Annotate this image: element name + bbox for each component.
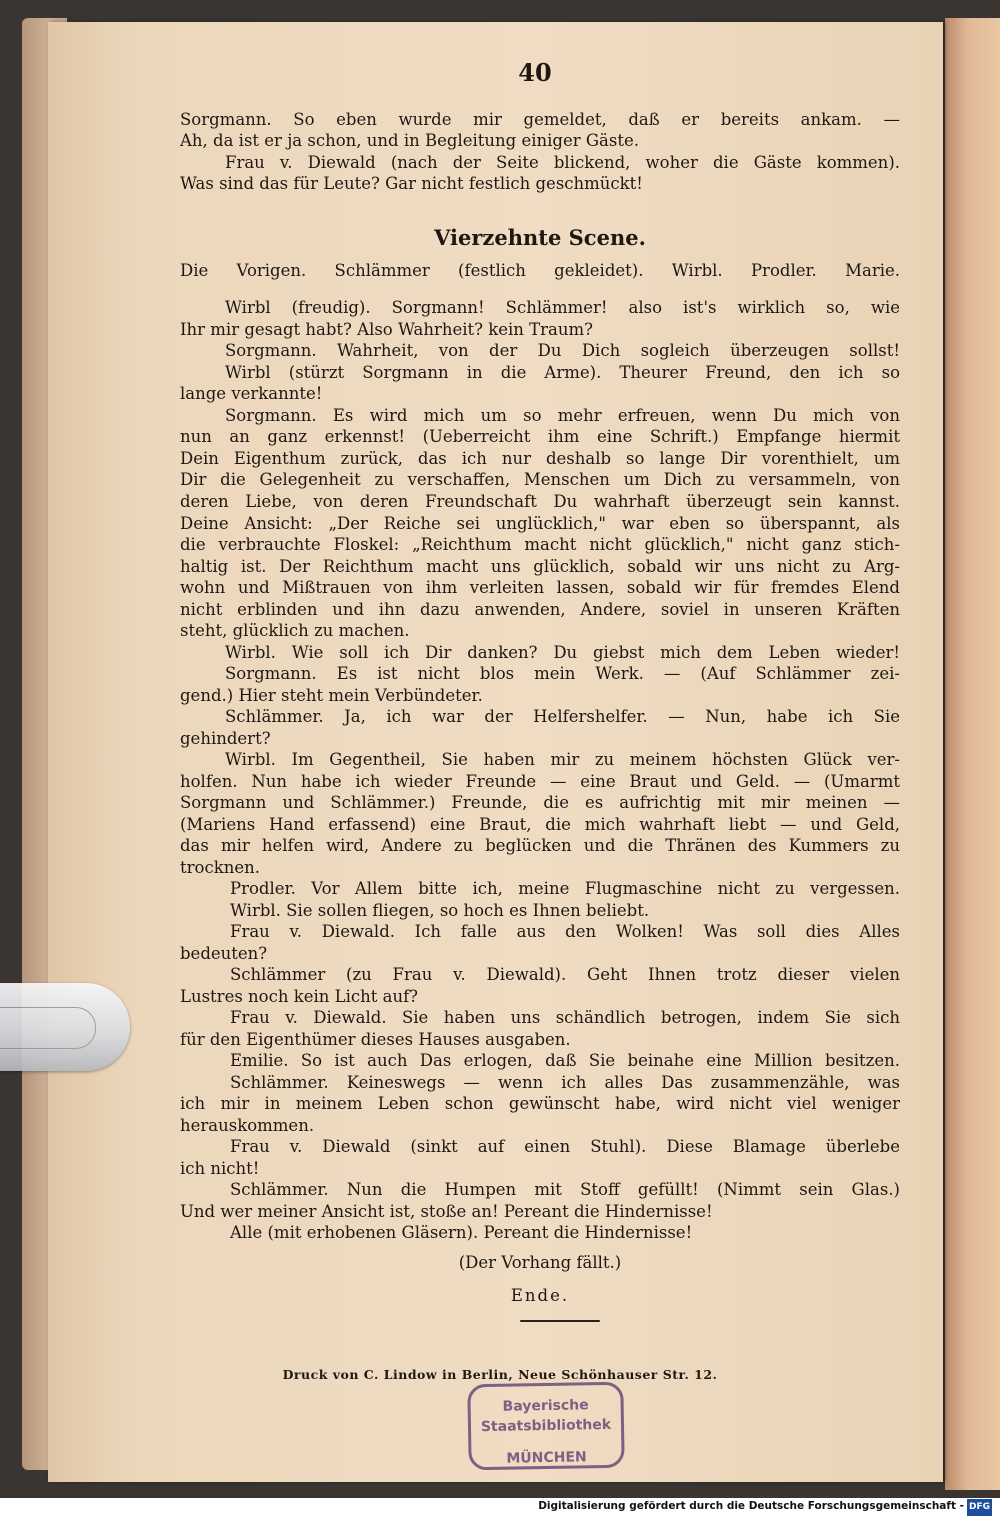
- text-line: wohn und Mißtrauen von ihm verleiten lassen, sobald wir für fremdes Elend: [180, 578, 900, 597]
- text-line: Deine Ansicht: „Der Reiche sei unglücklich," war eben so überspannt, als: [180, 514, 900, 533]
- text-line: für den Eigenthümer dieses Hauses ausgaben.: [180, 1030, 571, 1049]
- text-line: Wirbl. Im Gegentheil, Sie haben mir zu meinem höchsten Glück ver-: [225, 750, 900, 769]
- text-line: nicht erblinden und ihn dazu anwenden, Andere, soviel in unseren Kräften: [180, 600, 900, 619]
- text-line: Ah, da ist er ja schon, und in Begleitung einiger Gäste.: [180, 131, 639, 150]
- stamp-line: Bayerische: [502, 1397, 589, 1415]
- text-line: ich mir in meinem Leben schon gewünscht habe, wird nicht viel weniger: [180, 1094, 900, 1113]
- stamp-line: Staatsbibliothek: [480, 1416, 612, 1436]
- text-line: die verbrauchte Floskel: „Reichthum macht nicht glücklich," nicht ganz stich-: [180, 535, 900, 554]
- text-line: Wirbl. Wie soll ich Dir danken? Du giebst mich dem Leben wieder!: [225, 643, 900, 662]
- end-label: Ende.: [510, 1286, 570, 1305]
- text-line: nun an ganz erkennst! (Ueberreicht ihm eine Schrift.) Empfange hiermit: [180, 427, 900, 446]
- stamp-line: MÜNCHEN: [506, 1449, 587, 1467]
- text-line: holfen. Nun habe ich wieder Freunde — eine Braut und Geld. — (Umarmt: [180, 772, 900, 791]
- text-line: Dir die Gelegenheit zu verschaffen, Menschen um Dich zu versammeln, von: [180, 470, 900, 489]
- text-line: Frau v. Diewald. Sie haben uns schändlich betrogen, indem Sie sich: [230, 1008, 900, 1027]
- text-line: bedeuten?: [180, 944, 268, 963]
- text-line: Was sind das für Leute? Gar nicht festlich geschmückt!: [180, 174, 643, 193]
- text-line: steht, glücklich zu machen.: [180, 621, 410, 640]
- text-line: Schlämmer. Keineswegs — wenn ich alles Das zusammenzähle, was: [230, 1073, 900, 1092]
- text-line: Wirbl (stürzt Sorgmann in die Arme). Theurer Freund, den ich so: [225, 363, 900, 382]
- text-line: Die Vorigen. Schlämmer (festlich gekleidet). Wirbl. Prodler. Marie.: [180, 261, 900, 280]
- text-line: Frau v. Diewald (nach der Seite blickend, woher die Gäste kommen).: [225, 153, 900, 172]
- text-line: Sorgmann. Es wird mich um so mehr erfreuen, wenn Du mich von: [225, 406, 900, 425]
- text-line: gehindert?: [180, 729, 271, 748]
- text-line: Dein Eigenthum zurück, das ich nur deshalb so lange Dir vorenthielt, um: [180, 449, 900, 468]
- text-line: Ihr mir gesagt habt? Also Wahrheit? kein Traum?: [180, 320, 594, 339]
- text-line: Und wer meiner Ansicht ist, stoße an! Pereant die Hindernisse!: [180, 1202, 713, 1221]
- text-line: ich nicht!: [180, 1159, 260, 1178]
- dfg-logo: DFG: [967, 1499, 992, 1516]
- stage-direction-curtain: (Der Vorhang fällt.): [458, 1253, 622, 1272]
- text-line: Sorgmann. Es ist nicht blos mein Werk. — (Auf Schlämmer zei-: [225, 664, 900, 683]
- scene-heading: Vierzehnte Scene.: [434, 225, 646, 250]
- text-line: Wirbl. Sie sollen fliegen, so hoch es Ihnen beliebt.: [230, 901, 650, 920]
- text-line: Sorgmann. Wahrheit, von der Du Dich sogleich überzeugen sollst!: [225, 341, 900, 360]
- next-page-edge: [945, 18, 1000, 1490]
- text-line: herauskommen.: [180, 1116, 315, 1135]
- text-line: Prodler. Vor Allem bitte ich, meine Flugmaschine nicht zu vergessen.: [230, 879, 900, 898]
- text-line: Wirbl (freudig). Sorgmann! Schlämmer! also ist's wirklich so, wie: [225, 298, 900, 317]
- text-line: Emilie. So ist auch Das erlogen, daß Sie beinahe eine Million besitzen.: [230, 1051, 900, 1070]
- text-line: haltig ist. Der Reichthum macht uns glücklich, sobald wir uns nicht zu Arg-: [180, 557, 900, 576]
- text-line: gend.) Hier steht mein Verbündeter.: [180, 686, 483, 705]
- text-line: (Mariens Hand erfassend) eine Braut, die mich wahrhaft liebt — und Geld,: [180, 815, 900, 834]
- text-line: lange verkannte!: [180, 384, 323, 403]
- page-clip: [0, 983, 130, 1071]
- closing-rule: [520, 1320, 600, 1322]
- text-line: Sorgmann. So eben wurde mir gemeldet, daß er bereits ankam. —: [180, 110, 900, 129]
- text-line: Alle (mit erhobenen Gläsern). Pereant die Hindernisse!: [230, 1223, 693, 1242]
- text-line: Schlämmer. Nun die Humpen mit Stoff gefüllt! (Nimmt sein Glas.): [230, 1180, 900, 1199]
- text-line: trocknen.: [180, 858, 260, 877]
- credit-text: Digitalisierung gefördert durch die Deutsche Forschungsgemeinschaft -: [538, 1500, 964, 1512]
- text-line: Lustres noch kein Licht auf?: [180, 987, 419, 1006]
- text-line: Sorgmann und Schlämmer.) Freunde, die es aufrichtig mit mir meinen —: [180, 793, 900, 812]
- printer-imprint: Druck von C. Lindow in Berlin, Neue Schönhauser Str. 12.: [282, 1367, 718, 1382]
- text-line: Frau v. Diewald (sinkt auf einen Stuhl). Diese Blamage überlebe: [230, 1137, 900, 1156]
- text-line: deren Liebe, von deren Freundschaft Du wahrhaft überzeugt sein kannst.: [180, 492, 900, 511]
- digitization-credit: [538, 1498, 992, 1515]
- page-number: 40: [518, 58, 552, 87]
- text-line: das mir helfen wird, Andere zu beglücken und die Thränen des Kummers zu: [180, 836, 900, 855]
- text-line: Schlämmer (zu Frau v. Diewald). Geht Ihnen trotz dieser vielen: [230, 965, 900, 984]
- text-line: Schlämmer. Ja, ich war der Helfershelfer. — Nun, habe ich Sie: [225, 707, 900, 726]
- library-stamp: [467, 1382, 624, 1471]
- text-line: Frau v. Diewald. Ich falle aus den Wolken! Was soll dies Alles: [230, 922, 900, 941]
